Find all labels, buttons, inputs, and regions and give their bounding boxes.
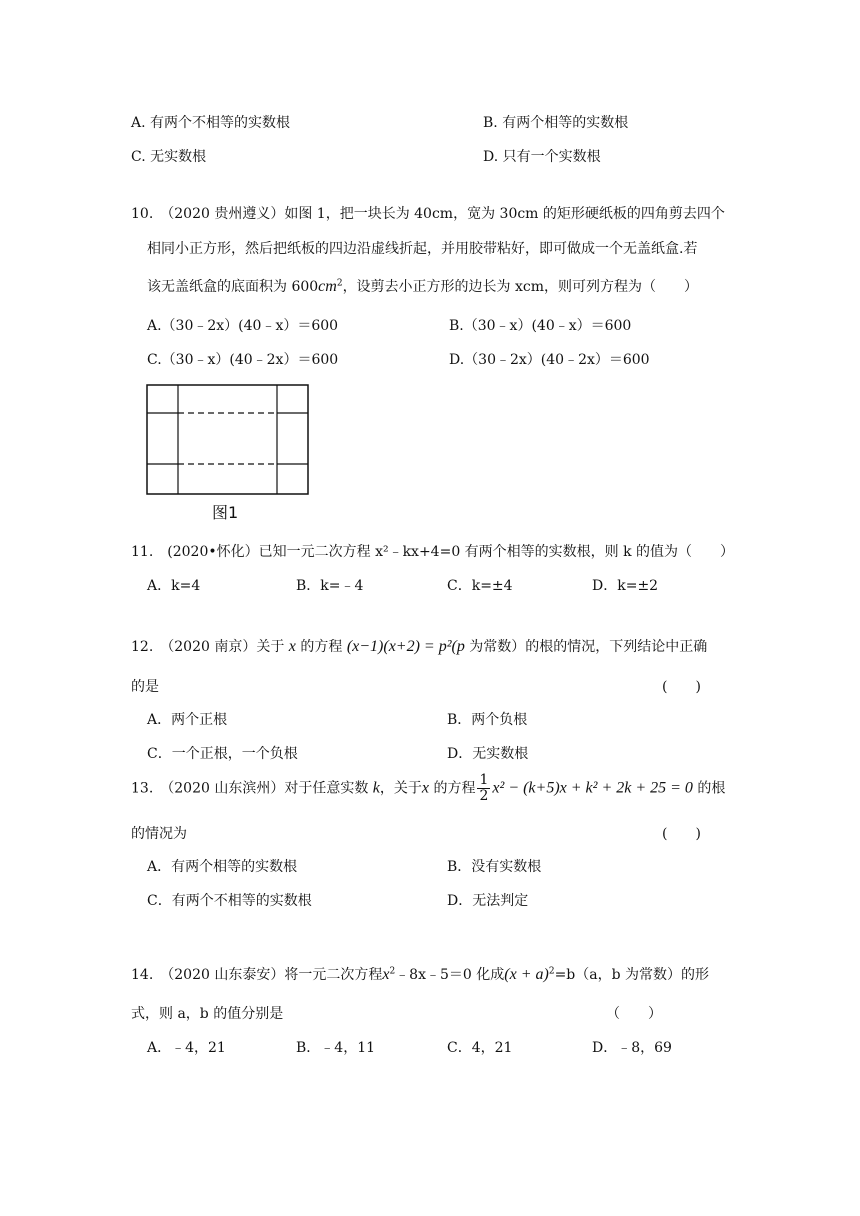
q12-stem-c: 为常数）的根的情况，下列结论中正确 — [469, 639, 708, 655]
q10-option-b: B.（30﹣x）(40﹣x）＝600 — [449, 318, 632, 334]
q14-option-d: D．﹣8，69 — [592, 1040, 672, 1056]
q13-stem-a: 13. （2020 山东滨州）对于任意实数 — [131, 780, 369, 797]
q10-option-d: D.（30﹣2x）(40﹣2x）＝600 — [449, 352, 650, 368]
q13-stem-c: 的方程 — [433, 780, 476, 797]
q9-option-d: D. 只有一个实数根 — [483, 149, 601, 165]
q11-option-b: B．k=﹣4 — [296, 578, 364, 594]
figure-1-cardboard-diagram — [140, 380, 320, 495]
q10-stem-line1: 10. （2020 贵州遵义）如图 1，把一块长为 40cm，宽为 30cm 的矩形硬纸板的四角剪去四个 — [131, 206, 725, 222]
q10-stem-line3-b: ，设剪去小正方形的边长为 xcm，则可列方程为（ ） — [342, 279, 699, 295]
q13-option-b: B．没有实数根 — [447, 859, 542, 875]
q11-option-d: D．k=±2 — [592, 578, 659, 594]
figure-1-caption: 图1 — [212, 503, 239, 522]
q12-equation: (x−1)(x+2) = p²(p — [346, 638, 465, 655]
q12-option-d: D．无实数根 — [447, 746, 529, 762]
q13-equation-rest: x² − (k+5)x + k² + 2k + 25 = 0 — [492, 779, 693, 797]
q12-option-a: A．两个正根 — [147, 712, 228, 728]
q10-stem-line3-a: 该无盖纸盒的底面积为 600 — [147, 279, 319, 295]
q10-area-unit-exponent: 2 — [336, 278, 343, 289]
q14-option-b: B．﹣4，11 — [296, 1040, 376, 1056]
q11-option-c: C．k=±4 — [447, 578, 513, 594]
q14-x-squared-exponent: 2 — [389, 966, 396, 977]
q9-option-a: A. 有两个不相等的实数根 — [131, 115, 291, 131]
q13-variable-x: x — [421, 779, 430, 797]
q12-option-c: C．一个正根，一个负根 — [147, 746, 298, 762]
q14-completed-square-exponent: 2 — [548, 966, 555, 977]
q14-answer-paren: （ ） — [606, 1006, 662, 1022]
q13-fraction-one-half: $\frac{1}{2}$ — [479, 772, 489, 804]
figure-outer-rectangle — [147, 385, 308, 494]
q14-stem-a: 14. （2020 山东泰安）将一元二次方程 — [131, 967, 383, 983]
q9-option-b: B. 有两个相等的实数根 — [483, 115, 629, 131]
q12-answer-paren: ( ) — [662, 679, 701, 695]
q13-option-c: C．有两个不相等的实数根 — [147, 893, 312, 909]
q10-option-c: C.（30﹣x）(40﹣2x）＝600 — [147, 352, 339, 368]
q13-answer-paren: ( ) — [662, 826, 701, 842]
q12-option-b: B．两个负根 — [447, 712, 528, 728]
q10-option-a: A.（30﹣2x）(40﹣x）＝600 — [147, 318, 339, 334]
q13-option-d: D．无法判定 — [447, 893, 529, 909]
q14-option-a: A．﹣4，21 — [147, 1040, 226, 1056]
q9-option-c: C. 无实数根 — [131, 149, 207, 165]
q13-stem-d: 的根 — [697, 780, 726, 797]
q13-option-a: A．有两个相等的实数根 — [147, 859, 298, 875]
q13-stem-line2: 的情况为 — [131, 826, 187, 842]
q13-stem-b: ，关于 — [379, 780, 422, 797]
q14-completed-square: (x + a) — [504, 966, 549, 983]
q14-option-c: C．4，21 — [447, 1040, 513, 1056]
q13-stem-line1 — [131, 773, 725, 804]
q14-stem-c: =b（a，b 为常数）的形 — [554, 967, 710, 983]
q12-stem-b: 的方程 — [300, 639, 343, 655]
q14-stem-line2: 式，则 a，b 的值分别是 — [131, 1006, 284, 1022]
q11-stem: 11. (2020•怀化）已知一元二次方程 x²﹣kx+4=0 有两个相等的实数根，则 k 的值为（ ） — [131, 544, 735, 560]
q14-stem-line1 — [131, 964, 709, 984]
q12-variable-x: x — [288, 638, 296, 655]
q14-x-squared: x — [382, 966, 390, 983]
q10-area-unit: cm — [318, 278, 337, 295]
q14-stem-b: ﹣8x﹣5＝0 化成 — [395, 967, 505, 983]
q12-stem-line2: 的是 — [131, 679, 159, 695]
q10-stem-line3 — [147, 276, 698, 296]
q13-variable-k: k — [372, 779, 380, 797]
q12-stem-line1 — [131, 636, 707, 656]
q11-option-a: A．k=4 — [147, 578, 201, 594]
q10-stem-line2: 相同小正方形，然后把纸板的四边沿虚线折起，并用胶带粘好，即可做成一个无盖纸盒.若 — [147, 241, 698, 257]
q12-stem-a: 12. （2020 南京）关于 — [131, 639, 285, 655]
